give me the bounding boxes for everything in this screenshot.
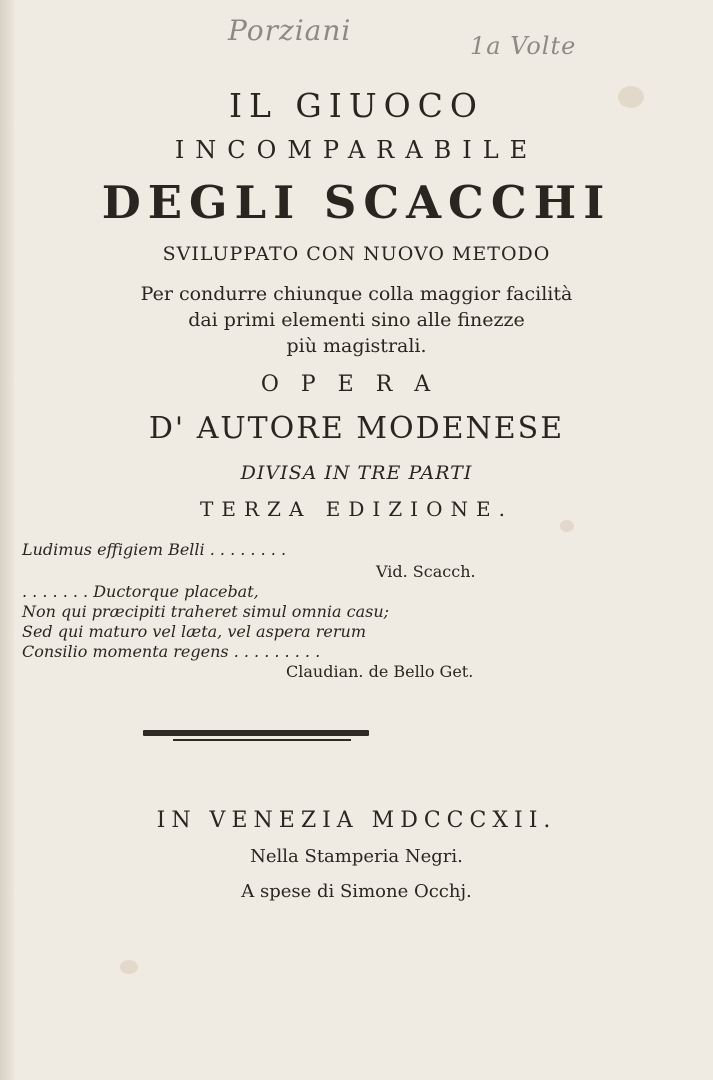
imprint-printer: Nella Stamperia Negri. xyxy=(250,846,463,867)
ornament-thick-bar xyxy=(143,730,369,736)
quote-ref-2: Claudian. de Bello Get. xyxy=(286,662,474,681)
foxing-stain xyxy=(120,960,138,974)
quote-line-4: Sed qui maturo vel læta, vel aspera rerum xyxy=(22,622,367,641)
purpose-line-1: Per condurre chiunque colla maggior facilità xyxy=(140,283,573,305)
title-line-1: IL GIUOCO xyxy=(228,86,484,125)
purpose-line-3: più magistrali. xyxy=(286,335,427,357)
ornamental-rule xyxy=(143,730,369,742)
pencil-annotation-left: Porziani xyxy=(228,14,352,47)
divisa-line: DIVISA IN TRE PARTI xyxy=(240,462,473,484)
pencil-annotation-right: 1a Volte xyxy=(470,32,577,60)
edition-line: TERZA EDIZIONE. xyxy=(200,497,513,521)
quote-line-1: Ludimus effigiem Belli . . . . . . . . xyxy=(22,540,287,559)
imprint-place: IN VENEZIA MDCCCXII. xyxy=(156,808,557,833)
quote-line-3: Non qui præcipiti traheret simul omnia casu; xyxy=(22,602,390,621)
opera-heading: OPERA xyxy=(260,372,453,397)
title-line-3: DEGLI SCACCHI xyxy=(101,176,612,229)
imprint-expense: A spese di Simone Occhj. xyxy=(241,881,472,902)
author-line: D' AUTORE MODENESE xyxy=(148,411,565,446)
foxing-stain xyxy=(560,520,574,532)
subtitle: SVILUPPATO CON NUOVO METODO xyxy=(162,243,551,265)
ornament-thin-bar xyxy=(173,739,351,741)
title-line-2: INCOMPARABILE xyxy=(174,136,539,164)
purpose-line-2: dai primi elementi sino alle finezze xyxy=(188,309,525,331)
quote-line-2: . . . . . . . Ductorque placebat, xyxy=(22,582,259,601)
quote-line-5: Consilio momenta regens . . . . . . . . . xyxy=(22,642,321,661)
quote-ref-1: Vid. Scacch. xyxy=(376,562,476,581)
